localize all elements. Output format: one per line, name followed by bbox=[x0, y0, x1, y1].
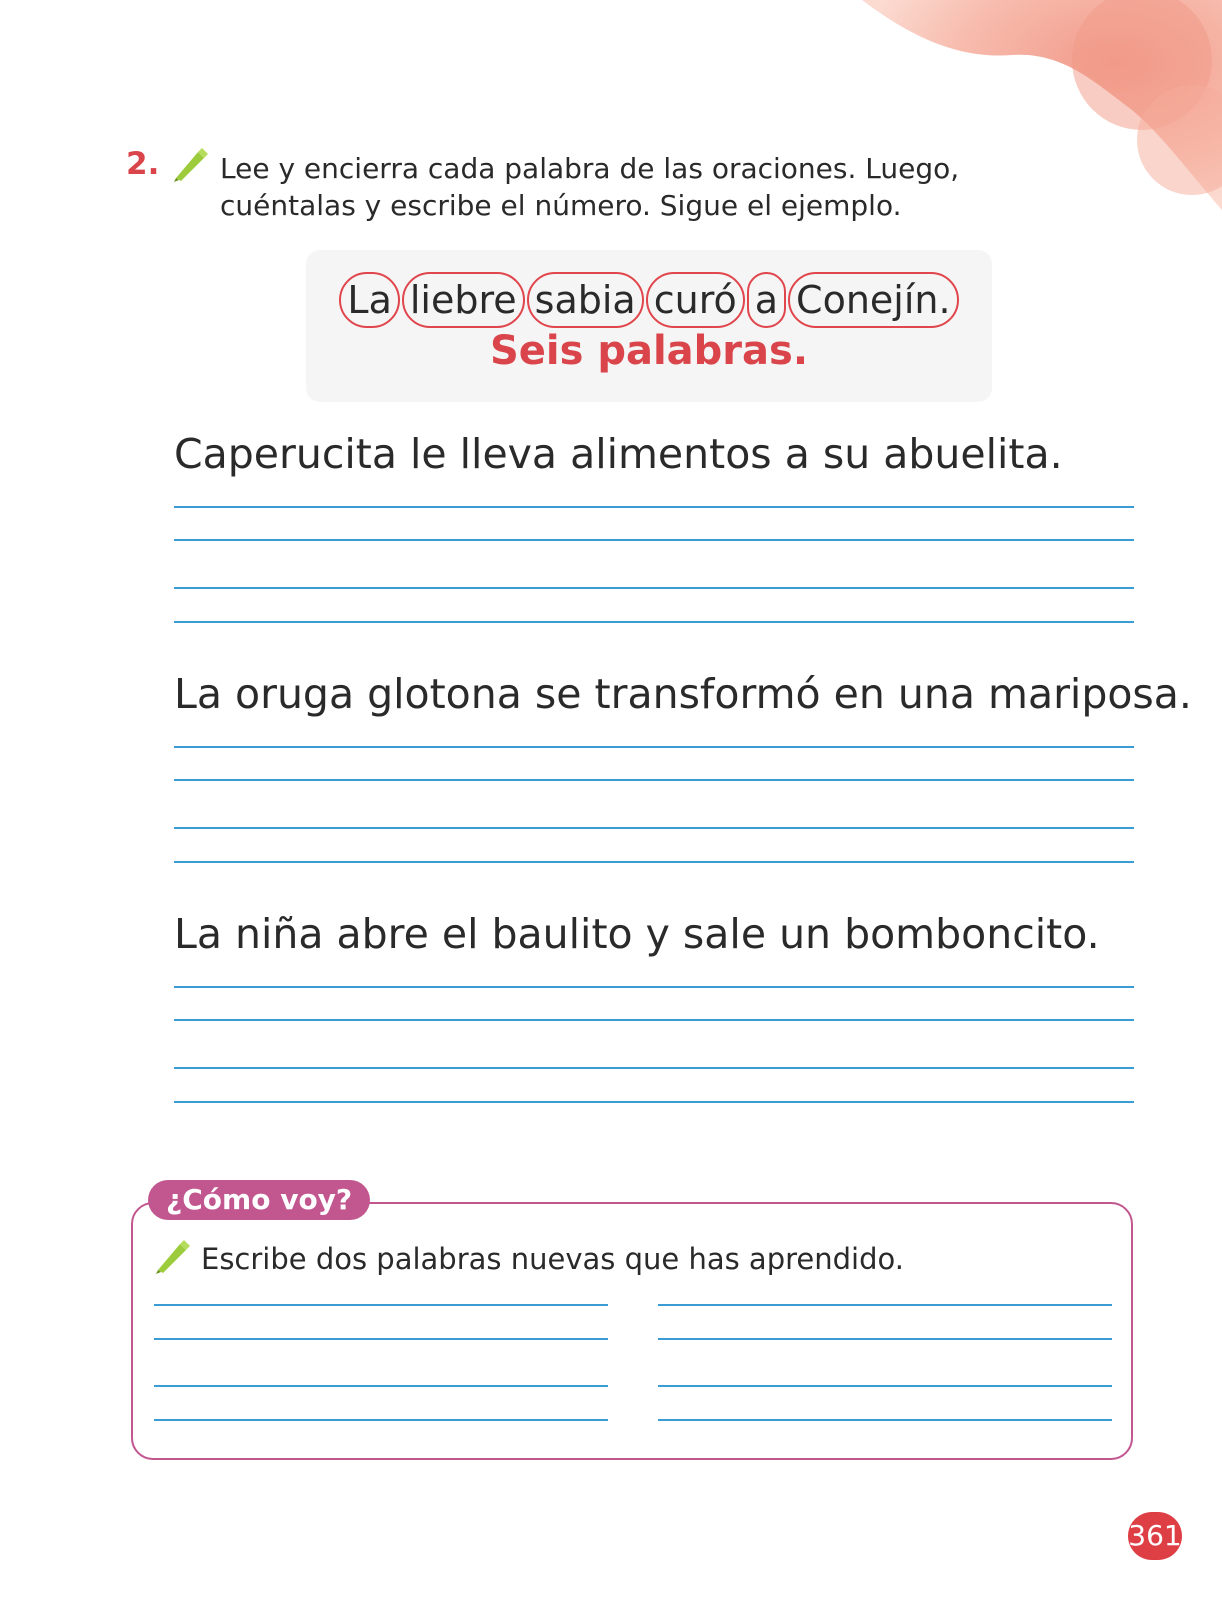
task-instruction bbox=[220, 150, 1060, 224]
writing-line[interactable] bbox=[174, 986, 1134, 988]
instruction-line: Lee y encierra cada palabra de las oraciones. Luego, bbox=[220, 152, 960, 185]
circled-word: sabia bbox=[527, 272, 644, 328]
answer-line[interactable] bbox=[154, 1385, 608, 1387]
circled-word: liebre bbox=[402, 272, 525, 328]
circled-word: La bbox=[339, 272, 399, 328]
writing-line[interactable] bbox=[174, 861, 1134, 863]
writing-line[interactable] bbox=[174, 827, 1134, 829]
example-sentence bbox=[306, 272, 992, 328]
answer-line[interactable] bbox=[154, 1338, 608, 1340]
writing-line[interactable] bbox=[174, 1101, 1134, 1103]
answer-line[interactable] bbox=[658, 1385, 1112, 1387]
writing-line[interactable] bbox=[174, 539, 1134, 541]
writing-line[interactable] bbox=[174, 587, 1134, 589]
answer-line[interactable] bbox=[658, 1304, 1112, 1306]
sentence-2: La oruga glotona se transformó en una mariposa. bbox=[174, 670, 1192, 718]
example-box bbox=[306, 250, 992, 402]
sentence-3: La niña abre el baulito y sale un bomboncito. bbox=[174, 910, 1100, 958]
page-number: 361 bbox=[1128, 1512, 1182, 1560]
como-voy-box bbox=[131, 1202, 1133, 1460]
answer-line[interactable] bbox=[658, 1338, 1112, 1340]
como-voy-badge: ¿Cómo voy? bbox=[148, 1180, 370, 1220]
sentence-1: Caperucita le lleva alimentos a su abuelita. bbox=[174, 430, 1063, 478]
writing-line[interactable] bbox=[174, 746, 1134, 748]
answer-line[interactable] bbox=[658, 1419, 1112, 1421]
circled-word: curó bbox=[646, 272, 745, 328]
pencil-icon bbox=[170, 144, 210, 184]
task-number: 2. bbox=[126, 146, 160, 182]
writing-line[interactable] bbox=[174, 1019, 1134, 1021]
writing-line[interactable] bbox=[174, 779, 1134, 781]
example-count: Seis palabras. bbox=[489, 328, 809, 374]
circled-word: Conejín. bbox=[788, 272, 959, 328]
como-voy-instruction: Escribe dos palabras nuevas que has aprendido. bbox=[201, 1242, 904, 1276]
pencil-icon bbox=[152, 1236, 192, 1276]
writing-line[interactable] bbox=[174, 506, 1134, 508]
writing-line[interactable] bbox=[174, 621, 1134, 623]
writing-line[interactable] bbox=[174, 1067, 1134, 1069]
circled-word: a bbox=[747, 272, 786, 328]
instruction-line: cuéntalas y escribe el número. Sigue el ejemplo. bbox=[220, 189, 902, 222]
answer-line[interactable] bbox=[154, 1304, 608, 1306]
answer-line[interactable] bbox=[154, 1419, 608, 1421]
